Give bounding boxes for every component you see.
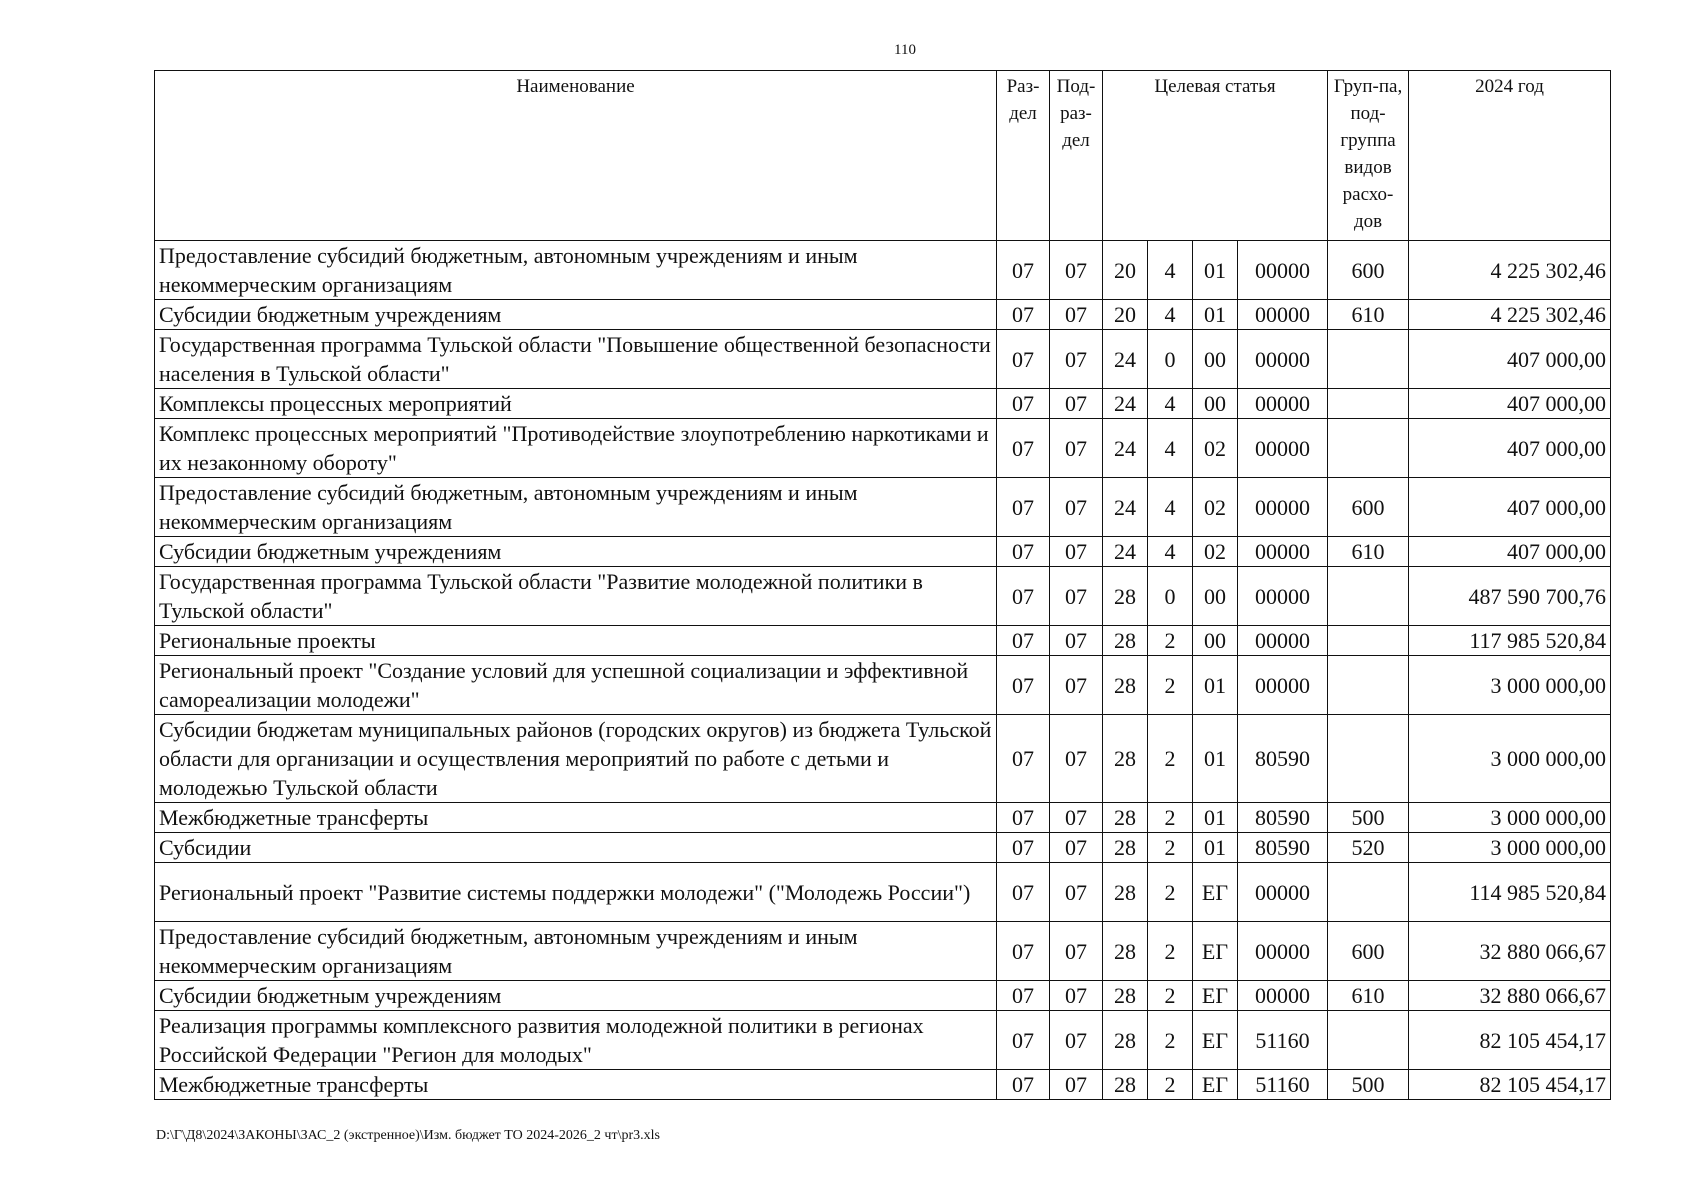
row-name: Субсидии бюджетным учреждениям (155, 981, 997, 1011)
row-section: 07 (997, 803, 1050, 833)
row-section: 07 (997, 981, 1050, 1011)
row-subsection: 07 (1050, 715, 1103, 803)
row-amount: 3 000 000,00 (1409, 715, 1611, 803)
row-target-subprogram: 02 (1193, 478, 1238, 537)
row-section: 07 (997, 863, 1050, 922)
row-target-type: 4 (1148, 537, 1193, 567)
row-section: 07 (997, 1070, 1050, 1100)
row-amount: 117 985 520,84 (1409, 626, 1611, 656)
row-section: 07 (997, 1011, 1050, 1070)
row-name: Государственная программа Тульской области "Развитие молодежной политики в Тульской области" (155, 567, 997, 626)
row-subsection: 07 (1050, 330, 1103, 389)
row-name: Субсидии бюджетным учреждениям (155, 537, 997, 567)
row-target-direction: 00000 (1238, 922, 1328, 981)
row-name: Комплексы процессных мероприятий (155, 389, 997, 419)
row-expense-group (1328, 626, 1409, 656)
page-number: 110 (894, 42, 916, 58)
row-expense-group: 520 (1328, 833, 1409, 863)
row-subsection: 07 (1050, 981, 1103, 1011)
row-target-program: 24 (1103, 330, 1148, 389)
row-expense-group (1328, 330, 1409, 389)
table-row (155, 1070, 1611, 1100)
row-name: Предоставление субсидий бюджетным, автономным учреждениям и иным некоммерческим организациям (155, 922, 997, 981)
row-subsection: 07 (1050, 1011, 1103, 1070)
row-amount: 407 000,00 (1409, 478, 1611, 537)
row-target-program: 24 (1103, 478, 1148, 537)
table-row (155, 833, 1611, 863)
row-target-program: 28 (1103, 803, 1148, 833)
header-row (155, 71, 1611, 241)
row-section: 07 (997, 478, 1050, 537)
row-amount: 407 000,00 (1409, 419, 1611, 478)
row-expense-group: 600 (1328, 241, 1409, 300)
row-section: 07 (997, 656, 1050, 715)
row-target-type: 4 (1148, 241, 1193, 300)
row-target-subprogram: ЕГ (1193, 922, 1238, 981)
row-name: Реализация программы комплексного развития молодежной политики в регионах Российской Федерации "Регион для молодых" (155, 1011, 997, 1070)
row-target-type: 2 (1148, 803, 1193, 833)
row-subsection: 07 (1050, 537, 1103, 567)
row-name: Субсидии (155, 833, 997, 863)
row-target-subprogram: ЕГ (1193, 981, 1238, 1011)
row-target-type: 2 (1148, 833, 1193, 863)
row-target-subprogram: 00 (1193, 330, 1238, 389)
row-target-subprogram: 01 (1193, 803, 1238, 833)
row-subsection: 07 (1050, 833, 1103, 863)
row-target-subprogram: 00 (1193, 567, 1238, 626)
row-target-type: 2 (1148, 656, 1193, 715)
row-target-direction: 00000 (1238, 567, 1328, 626)
row-name: Региональные проекты (155, 626, 997, 656)
row-name: Предоставление субсидий бюджетным, автономным учреждениям и иным некоммерческим организациям (155, 478, 997, 537)
row-target-program: 24 (1103, 419, 1148, 478)
row-target-program: 28 (1103, 1011, 1148, 1070)
row-subsection: 07 (1050, 803, 1103, 833)
table-row (155, 922, 1611, 981)
row-target-subprogram: 00 (1193, 389, 1238, 419)
row-amount: 82 105 454,17 (1409, 1011, 1611, 1070)
row-name: Межбюджетные трансферты (155, 803, 997, 833)
row-subsection: 07 (1050, 863, 1103, 922)
row-target-subprogram: ЕГ (1193, 1070, 1238, 1100)
row-expense-group: 500 (1328, 803, 1409, 833)
row-expense-group (1328, 1011, 1409, 1070)
row-amount: 407 000,00 (1409, 537, 1611, 567)
row-subsection: 07 (1050, 567, 1103, 626)
table-row (155, 626, 1611, 656)
header-target: Целевая статья (1103, 71, 1328, 241)
header-subsection: Под-раз-дел (1050, 71, 1103, 241)
row-target-subprogram: 01 (1193, 656, 1238, 715)
row-target-type: 2 (1148, 626, 1193, 656)
row-amount: 4 225 302,46 (1409, 300, 1611, 330)
row-subsection: 07 (1050, 389, 1103, 419)
row-target-direction: 00000 (1238, 981, 1328, 1011)
table-row (155, 1011, 1611, 1070)
row-target-program: 28 (1103, 981, 1148, 1011)
row-target-type: 4 (1148, 300, 1193, 330)
row-amount: 114 985 520,84 (1409, 863, 1611, 922)
row-expense-group (1328, 567, 1409, 626)
row-target-type: 4 (1148, 389, 1193, 419)
row-subsection: 07 (1050, 1070, 1103, 1100)
row-target-program: 24 (1103, 537, 1148, 567)
row-name: Субсидии бюджетным учреждениям (155, 300, 997, 330)
row-name: Комплекс процессных мероприятий "Противодействие злоупотреблению наркотиками и их незаконному обороту" (155, 419, 997, 478)
table-row (155, 656, 1611, 715)
row-subsection: 07 (1050, 922, 1103, 981)
row-section: 07 (997, 833, 1050, 863)
row-target-program: 20 (1103, 300, 1148, 330)
row-subsection: 07 (1050, 419, 1103, 478)
row-target-direction: 80590 (1238, 715, 1328, 803)
row-expense-group: 600 (1328, 478, 1409, 537)
row-section: 07 (997, 330, 1050, 389)
table-row (155, 330, 1611, 389)
footer-file-path: D:\Г\Д8\2024\ЗАКОНЫ\ЗАС_2 (экстренное)\Изм. бюджет ТО 2024-2026_2 чт\pr3.xls (156, 1128, 660, 1143)
row-section: 07 (997, 537, 1050, 567)
row-expense-group: 600 (1328, 922, 1409, 981)
row-target-direction: 00000 (1238, 478, 1328, 537)
row-target-program: 28 (1103, 863, 1148, 922)
row-section: 07 (997, 626, 1050, 656)
row-name: Межбюджетные трансферты (155, 1070, 997, 1100)
table-row (155, 241, 1611, 300)
row-target-program: 28 (1103, 922, 1148, 981)
row-amount: 82 105 454,17 (1409, 1070, 1611, 1100)
row-subsection: 07 (1050, 626, 1103, 656)
row-target-subprogram: 02 (1193, 537, 1238, 567)
row-section: 07 (997, 389, 1050, 419)
row-section: 07 (997, 419, 1050, 478)
row-target-subprogram: ЕГ (1193, 863, 1238, 922)
table-row (155, 419, 1611, 478)
row-target-direction: 00000 (1238, 300, 1328, 330)
row-expense-group: 610 (1328, 300, 1409, 330)
row-target-type: 2 (1148, 1011, 1193, 1070)
row-amount: 32 880 066,67 (1409, 922, 1611, 981)
row-target-program: 28 (1103, 656, 1148, 715)
row-target-direction: 00000 (1238, 863, 1328, 922)
row-expense-group: 610 (1328, 537, 1409, 567)
row-subsection: 07 (1050, 300, 1103, 330)
row-name: Региональный проект "Создание условий для успешной социализации и эффективной самореализации молодежи" (155, 656, 997, 715)
row-target-subprogram: 00 (1193, 626, 1238, 656)
row-target-type: 2 (1148, 863, 1193, 922)
row-expense-group (1328, 389, 1409, 419)
row-target-direction: 51160 (1238, 1011, 1328, 1070)
row-amount: 407 000,00 (1409, 389, 1611, 419)
row-expense-group (1328, 863, 1409, 922)
row-amount: 3 000 000,00 (1409, 803, 1611, 833)
row-name: Предоставление субсидий бюджетным, автономным учреждениям и иным некоммерческим организациям (155, 241, 997, 300)
table-row (155, 478, 1611, 537)
row-section: 07 (997, 241, 1050, 300)
row-target-direction: 00000 (1238, 330, 1328, 389)
table-row (155, 567, 1611, 626)
row-target-program: 20 (1103, 241, 1148, 300)
row-name: Региональный проект "Развитие системы поддержки молодежи" ("Молодежь России") (155, 863, 997, 922)
row-expense-group (1328, 715, 1409, 803)
row-target-program: 28 (1103, 567, 1148, 626)
row-amount: 407 000,00 (1409, 330, 1611, 389)
table-body (155, 241, 1611, 1100)
row-target-direction: 00000 (1238, 656, 1328, 715)
row-amount: 487 590 700,76 (1409, 567, 1611, 626)
row-target-direction: 00000 (1238, 419, 1328, 478)
row-target-direction: 80590 (1238, 833, 1328, 863)
row-expense-group (1328, 419, 1409, 478)
row-amount: 32 880 066,67 (1409, 981, 1611, 1011)
row-section: 07 (997, 300, 1050, 330)
row-target-program: 28 (1103, 626, 1148, 656)
table-row (155, 803, 1611, 833)
row-target-subprogram: 01 (1193, 241, 1238, 300)
row-expense-group (1328, 656, 1409, 715)
row-target-subprogram: 01 (1193, 715, 1238, 803)
header-expense-group: Груп-па, под-группа видов расхо-дов (1328, 71, 1409, 241)
row-target-direction: 51160 (1238, 1070, 1328, 1100)
row-target-direction: 00000 (1238, 389, 1328, 419)
row-target-type: 2 (1148, 922, 1193, 981)
row-subsection: 07 (1050, 478, 1103, 537)
row-expense-group: 610 (1328, 981, 1409, 1011)
row-target-direction: 00000 (1238, 626, 1328, 656)
row-name: Государственная программа Тульской области "Повышение общественной безопасности населения в Тульской области" (155, 330, 997, 389)
header-section: Раз-дел (997, 71, 1050, 241)
row-section: 07 (997, 715, 1050, 803)
row-target-program: 28 (1103, 833, 1148, 863)
table-row (155, 981, 1611, 1011)
row-target-direction: 00000 (1238, 241, 1328, 300)
row-name: Субсидии бюджетам муниципальных районов (городских округов) из бюджета Тульской области для организации и осуществления мероприятий по работе с детьми и молодежью Тульской области (155, 715, 997, 803)
row-amount: 4 225 302,46 (1409, 241, 1611, 300)
row-target-type: 2 (1148, 715, 1193, 803)
row-expense-group: 500 (1328, 1070, 1409, 1100)
row-amount: 3 000 000,00 (1409, 833, 1611, 863)
header-year: 2024 год (1409, 71, 1611, 241)
table-row (155, 715, 1611, 803)
row-target-subprogram: ЕГ (1193, 1011, 1238, 1070)
row-target-type: 4 (1148, 419, 1193, 478)
table-row (155, 389, 1611, 419)
row-subsection: 07 (1050, 241, 1103, 300)
row-target-direction: 80590 (1238, 803, 1328, 833)
row-target-program: 24 (1103, 389, 1148, 419)
row-amount: 3 000 000,00 (1409, 656, 1611, 715)
row-subsection: 07 (1050, 656, 1103, 715)
row-target-subprogram: 01 (1193, 833, 1238, 863)
row-target-type: 0 (1148, 330, 1193, 389)
row-target-program: 28 (1103, 1070, 1148, 1100)
row-target-type: 0 (1148, 567, 1193, 626)
row-section: 07 (997, 922, 1050, 981)
row-target-type: 2 (1148, 1070, 1193, 1100)
budget-table (154, 70, 1611, 1100)
row-target-type: 4 (1148, 478, 1193, 537)
header-name: Наименование (155, 71, 997, 241)
row-target-subprogram: 02 (1193, 419, 1238, 478)
row-target-type: 2 (1148, 981, 1193, 1011)
row-target-program: 28 (1103, 715, 1148, 803)
row-target-subprogram: 01 (1193, 300, 1238, 330)
table-row (155, 863, 1611, 922)
row-section: 07 (997, 567, 1050, 626)
table-row (155, 537, 1611, 567)
table-row (155, 300, 1611, 330)
row-target-direction: 00000 (1238, 537, 1328, 567)
